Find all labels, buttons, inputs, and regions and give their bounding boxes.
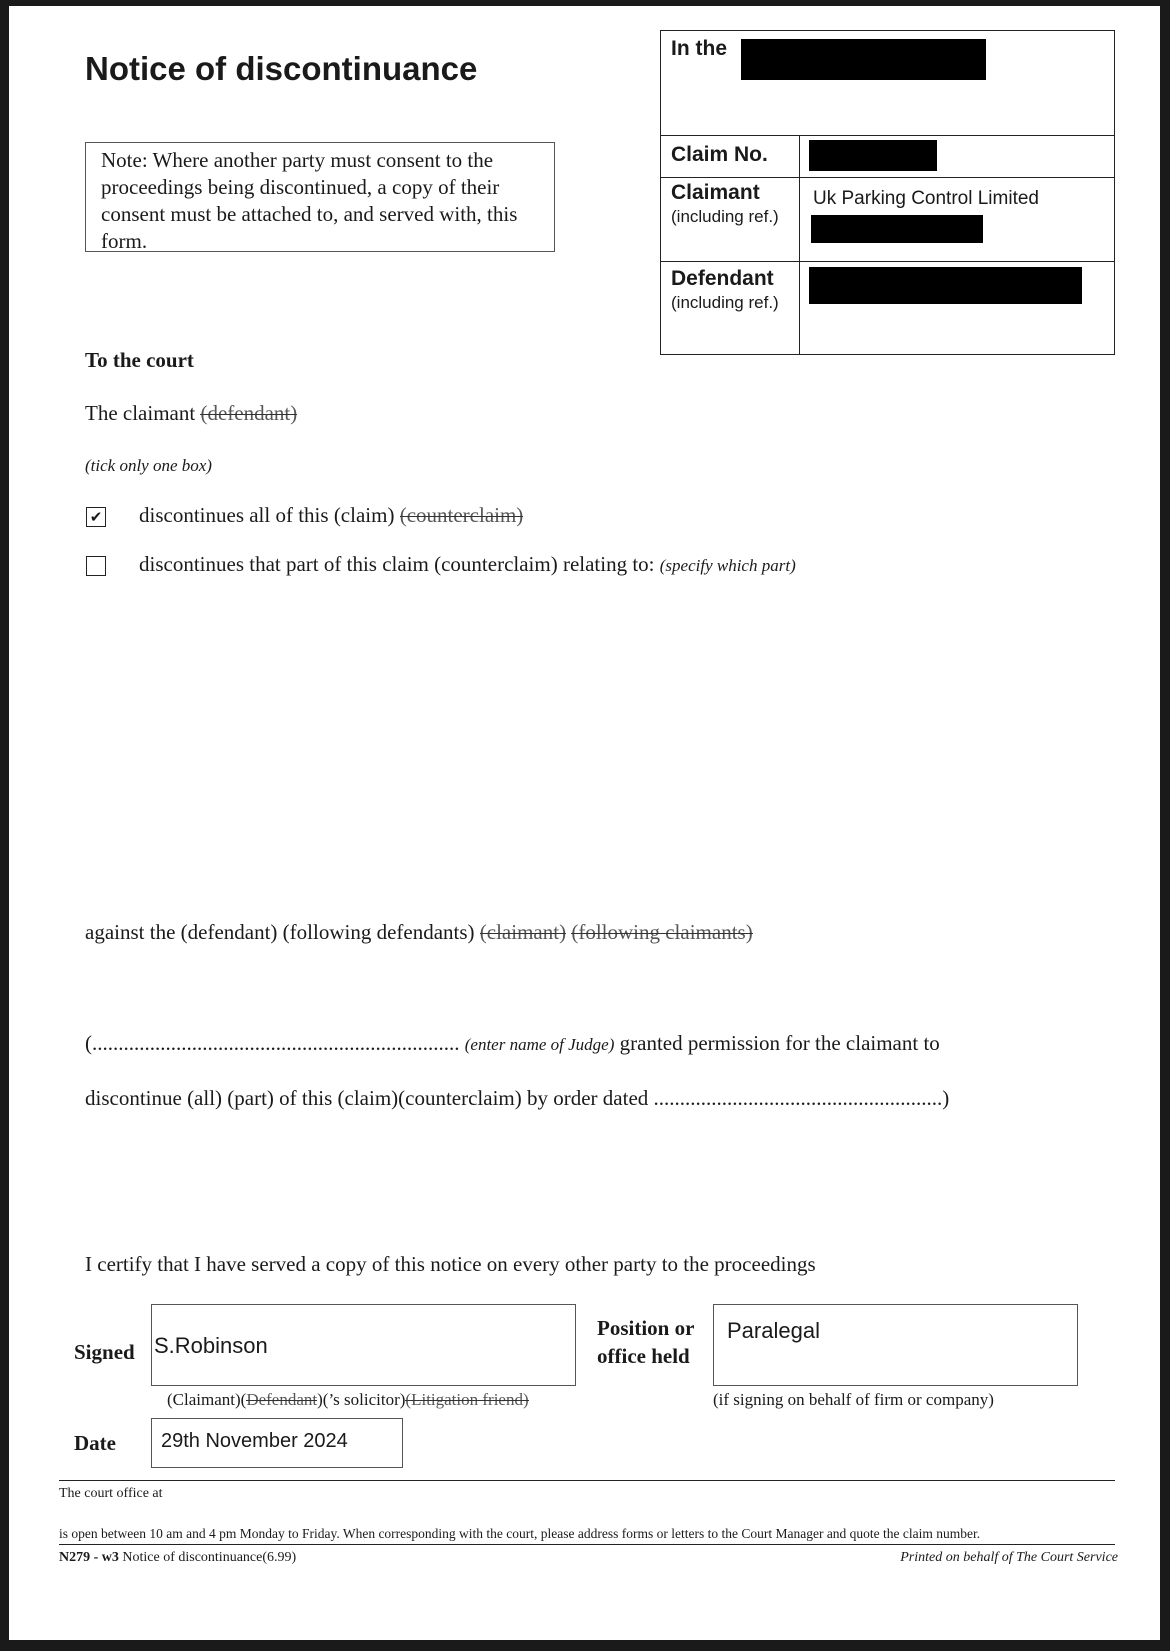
position-hint: (if signing on behalf of firm or company) — [713, 1390, 994, 1409]
signature-field[interactable] — [151, 1304, 576, 1386]
struck-following-claimants: (following claimants) — [571, 920, 753, 944]
redacted-claim-number — [809, 140, 937, 171]
defendant-label: Defendant — [671, 267, 774, 290]
order-line: discontinue (all) (part) of this (claim)(counterclaim) by order dated .......................................................) — [85, 1086, 950, 1110]
claimant-sub-label: (including ref.) — [671, 207, 779, 226]
signatory-role: (Claimant)(Defendant)(’s solicitor)(Litigation friend) — [167, 1390, 529, 1409]
signed-label: Signed — [74, 1340, 135, 1364]
struck-defendant: (defendant) — [200, 401, 298, 425]
redacted-defendant-name — [809, 267, 1082, 304]
page-title: Notice of discontinuance — [85, 50, 478, 87]
signature-value: S.Robinson — [154, 1333, 268, 1358]
discontinue-part-option: discontinues that part of this claim (counterclaim) relating to: (specify which part) — [139, 552, 796, 576]
tick-hint: (tick only one box) — [85, 456, 212, 475]
to-the-court-heading: To the court — [85, 348, 194, 372]
court-office-label: The court office at — [59, 1486, 163, 1501]
redacted-court-name — [741, 39, 986, 80]
opening-hours-text: is open between 10 am and 4 pm Monday to Friday. When corresponding with the court, please address forms or letters to the Court Manager and quote the claim number. — [59, 1526, 981, 1541]
claimant-line: The claimant (defendant) — [85, 401, 298, 425]
discontinue-part-checkbox[interactable] — [86, 556, 106, 576]
document-page — [9, 6, 1160, 1640]
claimant-label: Claimant — [671, 181, 760, 204]
struck-counterclaim: (counterclaim) — [399, 503, 524, 527]
in-the-label: In the — [671, 37, 727, 60]
redacted-claimant-ref — [811, 215, 983, 243]
footer-divider-top — [59, 1480, 1115, 1481]
date-field[interactable] — [151, 1418, 403, 1468]
discontinue-all-checkbox[interactable]: ✔ — [86, 507, 106, 527]
consent-note: Note: Where another party must consent to the proceedings being discontinued, a copy of their consent must be attached to, and served with, this form. — [85, 142, 555, 252]
date-value: 29th November 2024 — [161, 1430, 348, 1452]
position-label: Position or office held — [597, 1316, 695, 1368]
form-reference: N279 - w3 Notice of discontinuance(6.99) — [59, 1550, 297, 1565]
court-header-table — [660, 30, 1115, 355]
position-field[interactable] — [713, 1304, 1078, 1386]
against-line: against the (defendant) (following defendants) (claimant) (following claimants) — [85, 920, 753, 944]
printed-by: Printed on behalf of The Court Service — [900, 1550, 1118, 1565]
position-value: Paralegal — [727, 1318, 820, 1343]
defendant-sub-label: (including ref.) — [671, 293, 779, 312]
certify-statement: I certify that I have served a copy of this notice on every other party to the proceedings — [85, 1252, 816, 1276]
discontinue-all-option: discontinues all of this (claim) (counterclaim) — [139, 503, 524, 527]
footer-divider-bottom — [59, 1544, 1115, 1545]
judge-line: (...................................................................... (enter name of Judge) granted permission for the claimant to — [85, 1031, 940, 1055]
claimant-name: Uk Parking Control Limited — [813, 188, 1039, 209]
date-label: Date — [74, 1431, 116, 1455]
struck-claimant: (claimant) — [479, 920, 567, 944]
claim-no-label: Claim No. — [671, 143, 768, 166]
